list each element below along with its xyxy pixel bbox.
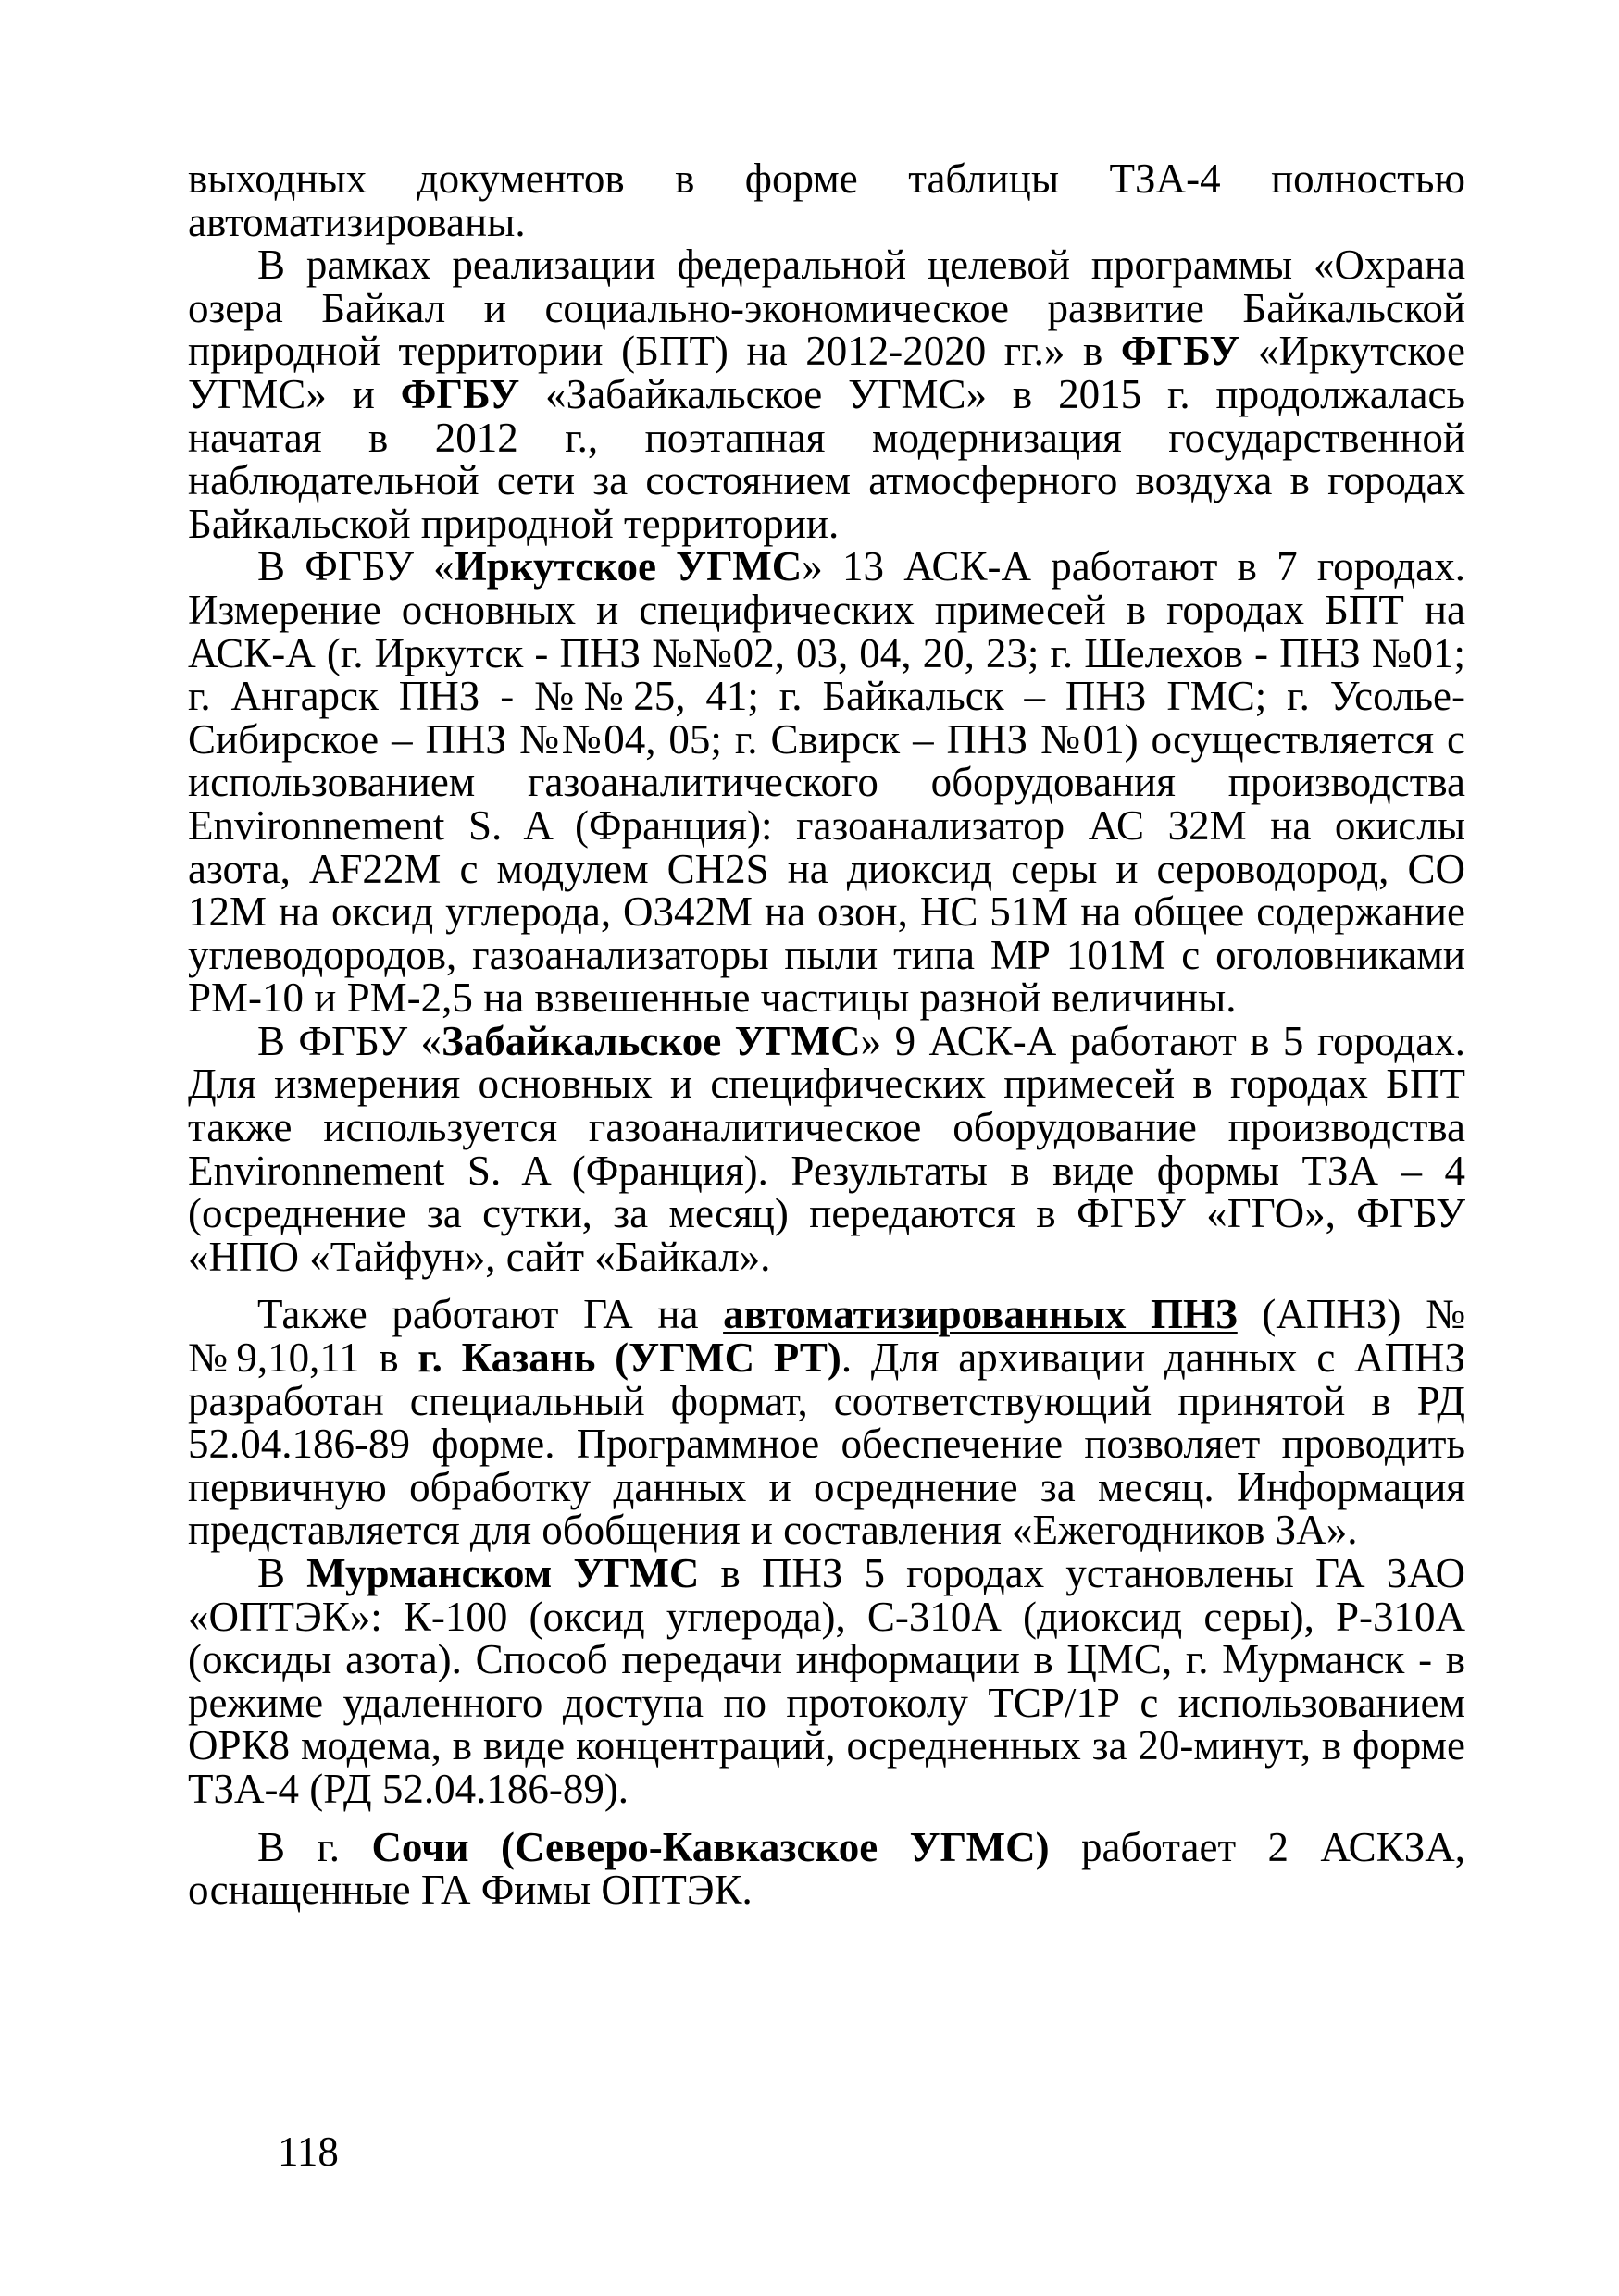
text-run: В г. [257, 1823, 372, 1870]
text-run: «Забайкальское УГМС» в 2015 г. продолжалась начатая в 2012 г., поэтапная модернизация государственной наблюдательной сети за состоянием атмосферного воздуха в городах Байкальской природной территории. [188, 370, 1465, 547]
text-run: В ФГБУ « [257, 1017, 442, 1064]
bold-run: Мурманском УГМС [306, 1550, 700, 1596]
paragraph-0-line-1: выходных документов в форме таблицы ТЗА-4 полностью [188, 155, 1465, 202]
paragraph-irkutsk [188, 545, 1465, 1020]
paragraph-murmansk [188, 1552, 1465, 1811]
text-run: В рамках реализации федеральной целевой программы «Охрана озера Байкал и социально-экономическое развитие Байкальской природной территории (БПТ) на 2012-2020 гг.» в [188, 242, 1465, 375]
text-run: в ПНЗ 5 городах установлены ГА ЗАО «ОПТЭК»: К-100 (оксид углерода), С-310А (диоксид серы), Р-310А (оксиды азота). Способ передачи информации в ЦМС, г. Мурманск - в режиме удаленного доступа по протоколу ТСР/1Р с использованием ОРК8 модема, в виде концентраций, осредненных за 20-минут, в форме ТЗА-4 (РД 52.04.186-89). [188, 1550, 1466, 1812]
body-text [188, 157, 1465, 1912]
text-run: В [257, 1550, 307, 1596]
bold-run: Забайкальское УГМС [442, 1017, 861, 1064]
text-run: (АПНЗ) №№9,10,11 в [188, 1291, 1466, 1382]
paragraph-federal-program [188, 243, 1465, 545]
text-run: . Для архивации данных с АПНЗ разработан специальный формат, соответствующий принятой в РД 52.04.186-89 форме. Программное обеспечение позволяет проводить первичную обработку данных и осреднение за месяц. Информация представляется для обобщения и составления «Ежегодников ЗА». [188, 1334, 1466, 1554]
page-number: 118 [278, 2128, 339, 2175]
paragraph-zabaikalsk [188, 1017, 1465, 1280]
text-run: » 9 АСК-А работают в 5 городах. Для измерения основных и специфических примесей в городах БПТ также используется газоаналитическое оборудование производства Environnement S. A (Франция). Результаты в виде формы ТЗА – 4 (осреднение за сутки, за месяц) передаются в ФГБУ «ГГО», ФГБУ «НПО «Тайфун», сайт «Байкал». [188, 1017, 1465, 1280]
bold-run: г. Казань (УГМС РТ) [417, 1334, 841, 1382]
bold-run: Сочи (Северо-Кавказское УГМС) [371, 1823, 1050, 1870]
text-run: «Иркутское УГМС» и [188, 328, 1466, 417]
bold-run: ФГБУ [400, 370, 520, 417]
text-run: Также работают ГА на [257, 1291, 724, 1338]
bold-run: ФГБУ [1120, 328, 1240, 375]
text-run: В ФГБУ « [257, 543, 455, 590]
paragraph-0-line-2: автоматизированы. [188, 198, 526, 245]
paragraph-kazan [188, 1293, 1465, 1552]
paragraph-sochi [188, 1823, 1465, 1914]
text-run: » 13 АСК-А работают в 7 городах. Измерение основных и специфических примесей в городах БПТ на АСК-А (г. Иркутск - ПНЗ №№02, 03, 04, 20, 23; г. Шелехов - ПНЗ №01; г. Ангарск ПНЗ - №№25, 41; г. Байкальск – ПНЗ ГМС; г. Усолье-Сибирское – ПНЗ №№04, 05; г. Свирск – ПНЗ №01) осуществляется с использованием газоаналитического оборудования производства Environnement S. A (Франция): газоанализатор АС 32М на окислы азота, AF22M с модулем CH2S на диоксид серы и сероводород, СО 12М на оксид углерода, О342М на озон, НС 51М на общее содержание углеводородов, газоанализаторы пыли типа МР 101М с оголовниками РМ-10 и РМ-2,5 на взвешенные частицы разной величины. [188, 543, 1465, 1022]
bold-underlined-run: автоматизированных ПНЗ [723, 1291, 1238, 1338]
bold-run: Иркутское УГМС [454, 543, 803, 590]
text-run: работает 2 АСКЗА, оснащенные ГА Фимы ОПТЭК. [188, 1823, 1465, 1914]
